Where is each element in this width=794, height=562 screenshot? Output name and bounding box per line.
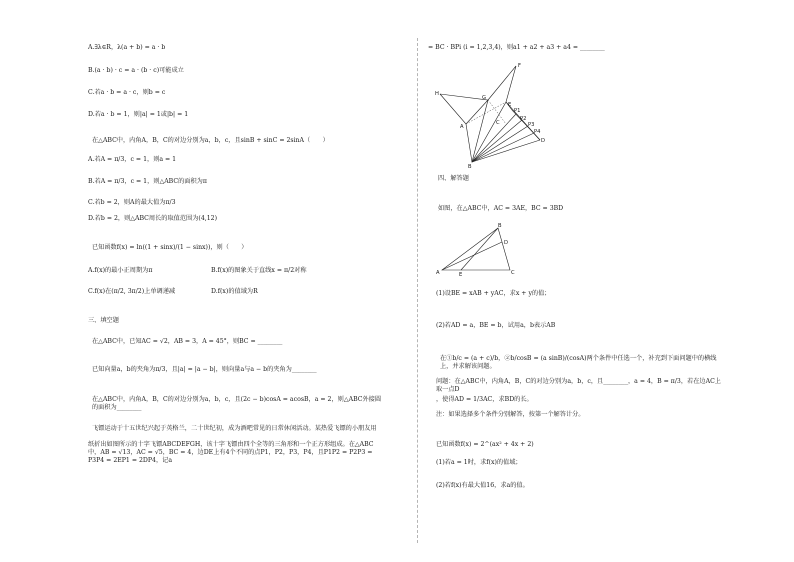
q1-label-e: E bbox=[459, 272, 463, 278]
q3-stem: 已知函数f(x) = 2^(ax² + 4x + 2) bbox=[436, 441, 534, 448]
column-divider bbox=[417, 38, 418, 543]
function-option-a: A.f(x)的最小正周期为π bbox=[88, 267, 153, 274]
option-d-vector: D.若a · b = 1，则|a| = 1或|b| = 1 bbox=[88, 111, 189, 118]
section-answer-heading: 四、解答题 bbox=[438, 175, 469, 182]
q2-line-3: ，使得AD = 1/3AC，求BD的长。 bbox=[436, 396, 533, 403]
option-b-vector: B.(a · b) · c = a · (b · c)可能成立 bbox=[88, 67, 184, 74]
function-option-c: C.f(x)在(π/2, 3π/2)上单调递减 bbox=[88, 288, 176, 295]
plane-continuation: = BC · BPi (i = 1,2,3,4)，则a1 + a2 + a3 + a4 = ________ bbox=[428, 44, 605, 51]
paper-plane-figure bbox=[434, 58, 574, 170]
plane-label-p3: P3 bbox=[528, 122, 535, 128]
function-option-d: D.f(x)的值域为R bbox=[211, 288, 258, 295]
plane-label-a: A bbox=[460, 124, 464, 130]
plane-label-f: F bbox=[518, 63, 521, 69]
q1-part-2: (2)若AD = a，BE = b，试用a，b表示AB bbox=[436, 322, 556, 329]
plane-label-b: B bbox=[468, 164, 472, 170]
q2-line-2: 问题：在△ABC中，内角A，B，C的对边分别为a，b，c，且________，a = 4，B = π/3，若在边AC上取一点D bbox=[436, 378, 721, 393]
plane-label-c: C bbox=[496, 120, 500, 126]
plane-label-p1: P1 bbox=[514, 108, 521, 114]
triangle-option-d: D.若b = 2，则△ABC周长的取值范围为(4,12) bbox=[88, 215, 218, 222]
q2-line-1: 在①b/c = (a + c)/b，②b/cosB = (a sinB)/(cosA)两个条件中任选一个，补充到下面问题中的横线上，并求解该问题。 bbox=[440, 355, 717, 370]
plane-label-p4: P4 bbox=[534, 129, 541, 135]
triangle-option-b: B.若A = π/3，c = 1，则△ABC的面积为π bbox=[88, 178, 207, 185]
section-fill-heading: 三、填空题 bbox=[88, 317, 119, 324]
q1-part-1: (1)设BE = xAB + yAC，求x + y的值； bbox=[436, 290, 551, 297]
paper-plane-line-3: 中，AB = √13，AC = √5，BC = 4，边DE上有4个不同的点P1，P2，P3，P4，且P1P2 = P2P3 = P3P4 = 2EP1 = 2DP4，记a bbox=[88, 449, 373, 464]
fill-item-1: 在△ABC中，已知AC = √2，AB = 3，A = 45°，则BC = ________ bbox=[92, 338, 283, 345]
option-a-vector: A.∃λ∈R，λ(a + b) = a · b bbox=[88, 44, 166, 51]
plane-label-h: H bbox=[435, 91, 439, 97]
paper-plane-line-2: 纸折出如图所示的十字飞镖ABCDEFGH，该十字飞镖由四个全等的三角形和一个正方形组成。在△ABC bbox=[88, 441, 374, 448]
q3-part-2: (2)若f(x)有最大值16，求a的值。 bbox=[436, 482, 529, 489]
function-option-b: B.f(x)的图象关于直线x = π/2对称 bbox=[211, 267, 307, 274]
q1-label-d: D bbox=[504, 240, 508, 246]
triangle-option-a: A.若A = π/3，c = 1，则a = 1 bbox=[88, 156, 177, 163]
q1-triangle-figure bbox=[434, 222, 528, 278]
option-c-vector: C.若a · b = a · c，则b = c bbox=[88, 89, 166, 96]
q1-label-a: A bbox=[436, 270, 440, 276]
q1-stem: 如图，在△ABC中，AC = 3AE，BC = 3BD bbox=[438, 205, 564, 212]
function-question-stem: 已知函数f(x) = ln((1 + sinx)/(1 − sinx))，则（ ） bbox=[92, 244, 248, 251]
left-column bbox=[88, 0, 406, 562]
q3-part-1: (1)若a = 1时，求f(x)的值域； bbox=[436, 459, 522, 466]
q1-label-c: C bbox=[511, 270, 515, 276]
q1-label-b: B bbox=[498, 223, 502, 229]
right-column bbox=[428, 0, 728, 562]
fill-item-3: 在△ABC中，内角A，B，C的对边分别为a，b，c，且(2c − b)cosA = acosB，a = 2，则△ABC外接圆的面积为________ bbox=[92, 396, 382, 411]
paper-plane-line-1: 飞镖运动于十五世纪兴起于英格兰，二十世纪初，成为酒吧常见的日常休闲活动。某热爱飞镖的小朋友用 bbox=[92, 425, 377, 432]
plane-label-e: E bbox=[508, 102, 512, 108]
plane-label-g: G bbox=[482, 95, 487, 101]
fill-item-2: 已知向量a，b的夹角为π/3，且|a| = |a − b|，则向量a与a − b的夹角为________ bbox=[92, 366, 317, 373]
q2-note: 注：如果选择多个条件分别解答，按第一个解答计分。 bbox=[436, 411, 585, 418]
triangle-option-c: C.若b = 2，则A的最大值为π/3 bbox=[88, 199, 176, 206]
plane-label-d: D bbox=[541, 138, 545, 144]
triangle-question-stem: 在△ABC中，内角A，B，C的对边分别为a，b，c，且sinB + sinC = 2sinA（ ） bbox=[92, 137, 329, 144]
plane-label-p2: P2 bbox=[520, 116, 527, 122]
